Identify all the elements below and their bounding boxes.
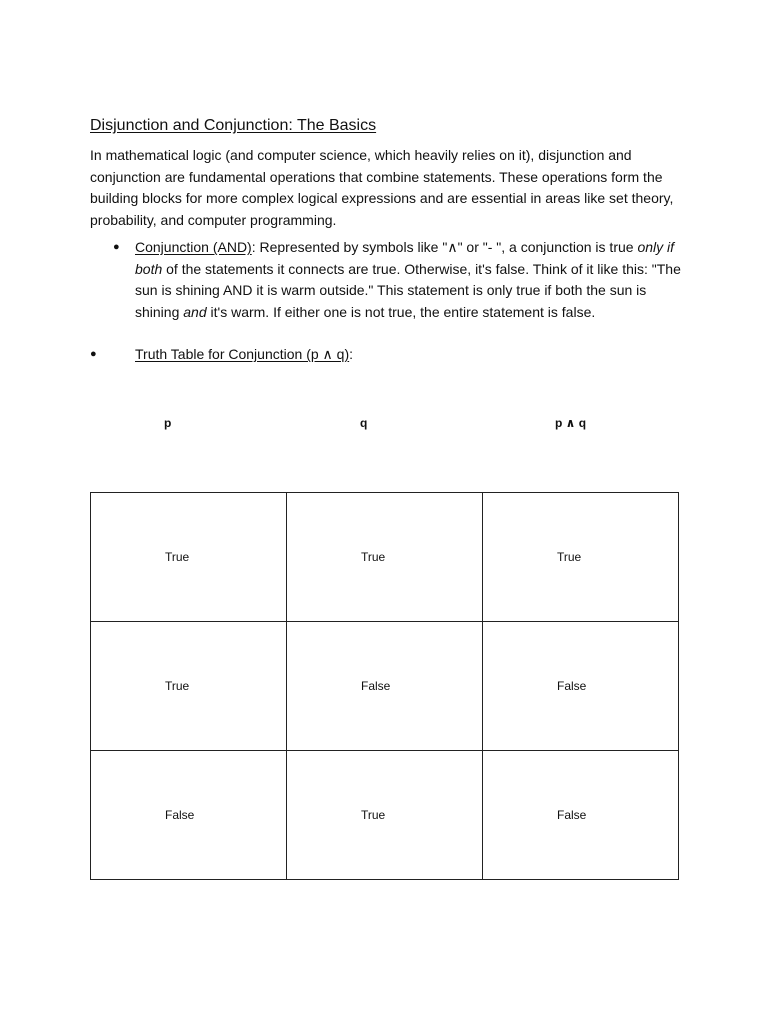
table-cell xyxy=(483,751,679,880)
conjunction-term: Conjunction (AND) xyxy=(135,239,252,255)
bullet-marker: ● xyxy=(113,241,120,253)
truth-table-label xyxy=(135,344,685,366)
cell-value: False xyxy=(557,808,587,822)
table-cell xyxy=(287,622,483,751)
table-cell xyxy=(483,493,679,622)
cell-value: True xyxy=(361,550,386,564)
intro-paragraph: In mathematical logic (and computer science, which heavily relies on it), disjunction and conjunction are fundamental operations that combine statements. These operations form the building blocks for more complex logical expressions and are essential in areas like set theory, probability, and computer programming. xyxy=(90,147,674,228)
table-row xyxy=(91,493,679,622)
section-title: Disjunction and Conjunction: The Basics xyxy=(90,117,377,134)
cell-value: True xyxy=(165,550,190,564)
table-cell xyxy=(91,493,287,622)
conjunction-text-3: it's warm. If either one is not true, the entire statement is false. xyxy=(206,303,596,320)
cell-value: True xyxy=(557,550,582,564)
table-cell xyxy=(287,493,483,622)
column-header-p-and-q: p ∧ q xyxy=(555,416,587,430)
conjunction-text-2: of the statements it connects are true. Otherwise, it's false. Think of it like this: "The sun is shining AND it is warm outside." This statement is only true if both the sun is shining xyxy=(135,260,681,320)
table-cell xyxy=(483,622,679,751)
conjunction-bullet xyxy=(135,237,685,323)
table-cell xyxy=(287,751,483,880)
conjunction-emphasis-2: and xyxy=(183,303,207,320)
table-cell xyxy=(91,751,287,880)
cell-value: True xyxy=(165,679,190,693)
column-header-q: q xyxy=(360,416,368,430)
column-header-p: p xyxy=(164,416,172,430)
cell-value: False xyxy=(557,679,587,693)
cell-value: False xyxy=(165,808,195,822)
truth-table-link[interactable]: Truth Table for Conjunction (p ∧ q) xyxy=(135,346,350,362)
conjunction-emphasis-1: only if both xyxy=(135,239,675,277)
bullet-marker: ● xyxy=(90,348,97,360)
table-row xyxy=(91,622,679,751)
table-row xyxy=(91,751,679,880)
cell-value: False xyxy=(361,679,391,693)
conjunction-text-1: : Represented by symbols like "∧" or "- ", a conjunction is true xyxy=(251,239,638,255)
cell-value: True xyxy=(361,808,386,822)
table-cell xyxy=(91,622,287,751)
truth-table xyxy=(90,492,679,880)
truth-table-colon: : xyxy=(349,346,354,362)
